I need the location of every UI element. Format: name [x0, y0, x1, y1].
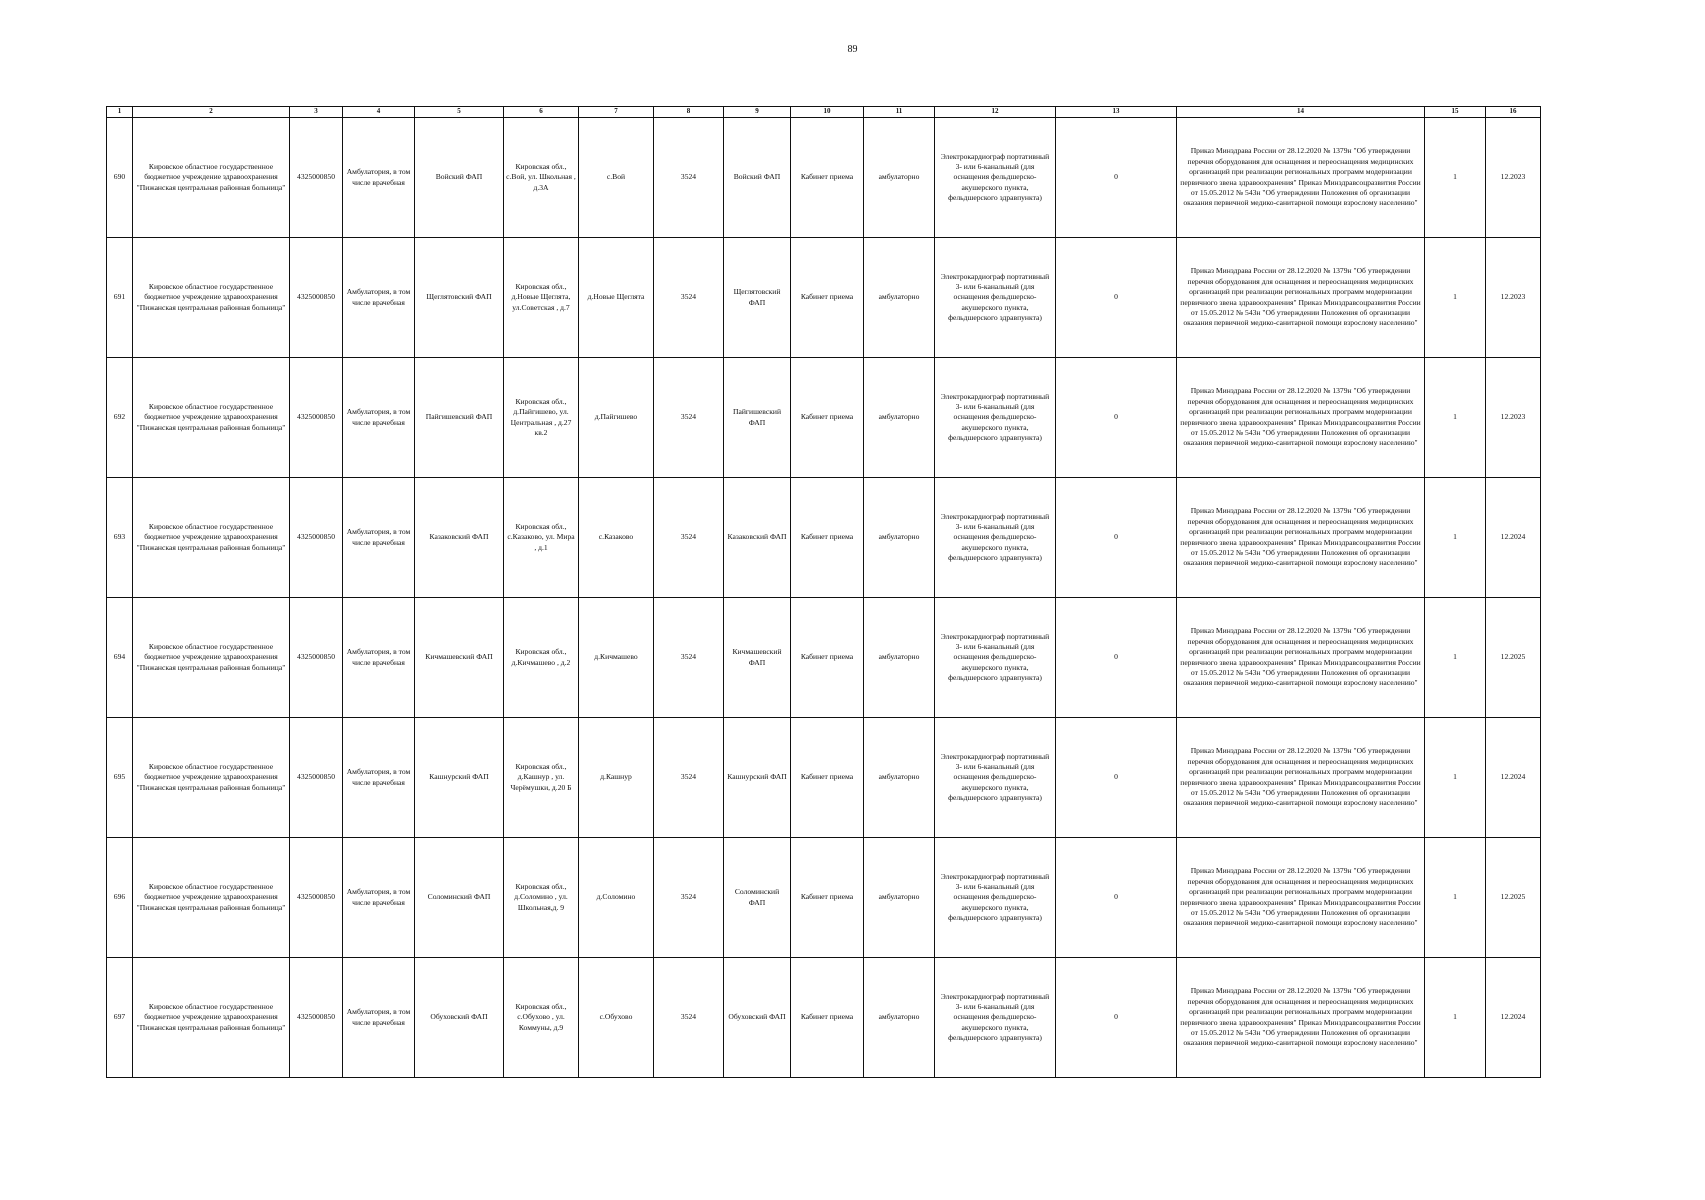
header-cell: 4	[343, 107, 415, 118]
address-cell: Кировская обл., д.Кашнур , ул. Черёмушки, д.20 Б	[504, 718, 579, 838]
locality-cell: д.Соломино	[579, 838, 654, 958]
facility-name-cell: Кичмашевский ФАП	[415, 598, 504, 718]
table-row	[107, 358, 1541, 478]
facility-type-cell: Амбулатория, в том числе врачебная	[343, 838, 415, 958]
facility-name-cell: Кашнурский ФАП	[415, 718, 504, 838]
unit-cell: Кичмашевский ФАП	[724, 598, 791, 718]
header-cell: 12	[935, 107, 1056, 118]
address-cell: Кировская обл., с.Обухово , ул. Коммуны, д.9	[504, 958, 579, 1078]
facility-name-cell: Казаковский ФАП	[415, 478, 504, 598]
column-13-cell: 0	[1056, 958, 1177, 1078]
care-type-cell: амбулаторно	[864, 118, 935, 238]
unit-cell: Соломинский ФАП	[724, 838, 791, 958]
code-cell: 3524	[654, 238, 724, 358]
address-cell: Кировская обл., д.Пайгишево, ул. Центральная , д.27 кв.2	[504, 358, 579, 478]
address-cell: Кировская обл., д.Соломино , ул. Школьная,д. 9	[504, 838, 579, 958]
header-cell: 11	[864, 107, 935, 118]
quantity-cell: 1	[1425, 358, 1486, 478]
header-cell: 2	[133, 107, 290, 118]
facility-name-cell: Щеглятовский ФАП	[415, 238, 504, 358]
address-cell: Кировская обл., с.Казаково, ул. Мира , д.1	[504, 478, 579, 598]
date-cell: 12.2024	[1486, 958, 1541, 1078]
room-cell: Кабинет приема	[791, 478, 864, 598]
quantity-cell: 1	[1425, 238, 1486, 358]
date-cell: 12.2023	[1486, 238, 1541, 358]
care-type-cell: амбулаторно	[864, 718, 935, 838]
locality-cell: д.Пайгишево	[579, 358, 654, 478]
header-cell: 13	[1056, 107, 1177, 118]
page-number: 89	[847, 44, 858, 55]
equipment-cell: Электрокардиограф портативный 3- или 6-канальный (для оснащения фельдшерско-акушерского пункта, фельдшерского здравпункта)	[935, 478, 1056, 598]
equipment-cell: Электрокардиограф портативный 3- или 6-канальный (для оснащения фельдшерско-акушерского пункта, фельдшерского здравпункта)	[935, 358, 1056, 478]
equipment-cell: Электрокардиограф портативный 3- или 6-канальный (для оснащения фельдшерско-акушерского пункта, фельдшерского здравпункта)	[935, 958, 1056, 1078]
code-cell: 3524	[654, 118, 724, 238]
column-13-cell: 0	[1056, 358, 1177, 478]
header-cell: 9	[724, 107, 791, 118]
quantity-cell: 1	[1425, 478, 1486, 598]
facility-type-cell: Амбулатория, в том числе врачебная	[343, 718, 415, 838]
code-cell: 3524	[654, 478, 724, 598]
organization-cell: Кировское областное государственное бюджетное учреждение здравоохранения "Пижанская центральная районная больница"	[133, 238, 290, 358]
locality-cell: с.Обухово	[579, 958, 654, 1078]
quantity-cell: 1	[1425, 118, 1486, 238]
organization-cell: Кировское областное государственное бюджетное учреждение здравоохранения "Пижанская центральная районная больница"	[133, 958, 290, 1078]
date-cell: 12.2023	[1486, 358, 1541, 478]
code-cell: 3524	[654, 598, 724, 718]
facility-type-cell: Амбулатория, в том числе врачебная	[343, 118, 415, 238]
address-cell: Кировская обл., с.Вой, ул. Школьная , д.3А	[504, 118, 579, 238]
facility-name-cell: Соломинский ФАП	[415, 838, 504, 958]
code-cell: 3524	[654, 358, 724, 478]
facility-type-cell: Амбулатория, в том числе врачебная	[343, 238, 415, 358]
header-cell: 14	[1177, 107, 1425, 118]
header-cell: 8	[654, 107, 724, 118]
organization-cell: Кировское областное государственное бюджетное учреждение здравоохранения "Пижанская центральная районная больница"	[133, 838, 290, 958]
care-type-cell: амбулаторно	[864, 598, 935, 718]
facility-type-cell: Амбулатория, в том числе врачебная	[343, 958, 415, 1078]
row-number-cell: 695	[107, 718, 133, 838]
equipment-cell: Электрокардиограф портативный 3- или 6-канальный (для оснащения фельдшерско-акушерского пункта, фельдшерского здравпункта)	[935, 718, 1056, 838]
organization-cell: Кировское областное государственное бюджетное учреждение здравоохранения "Пижанская центральная районная больница"	[133, 478, 290, 598]
room-cell: Кабинет приема	[791, 598, 864, 718]
unit-cell: Кашнурский ФАП	[724, 718, 791, 838]
column-13-cell: 0	[1056, 838, 1177, 958]
inn-cell: 4325000850	[290, 358, 343, 478]
row-number-cell: 693	[107, 478, 133, 598]
table-row	[107, 718, 1541, 838]
unit-cell: Казаковский ФАП	[724, 478, 791, 598]
row-number-cell: 696	[107, 838, 133, 958]
column-13-cell: 0	[1056, 478, 1177, 598]
header-cell: 3	[290, 107, 343, 118]
quantity-cell: 1	[1425, 958, 1486, 1078]
table-row	[107, 838, 1541, 958]
header-cell: 10	[791, 107, 864, 118]
care-type-cell: амбулаторно	[864, 478, 935, 598]
header-cell: 1	[107, 107, 133, 118]
equipment-cell: Электрокардиограф портативный 3- или 6-канальный (для оснащения фельдшерско-акушерского пункта, фельдшерского здравпункта)	[935, 238, 1056, 358]
legal-basis-cell: Приказ Минздрава России от 28.12.2020 № 1379н "Об утверждении перечня оборудования для оснащения и переоснащения медицинских организаций при реализации региональных программ модернизации первичного звена здравоохранения" Приказ Минздравсоцразвития России от 15.05.2012 № 543н "Об утверждении Положения об организации оказания первичной медико-санитарной помощи взрослому населению"	[1177, 598, 1425, 718]
column-13-cell: 0	[1056, 238, 1177, 358]
header-cell: 6	[504, 107, 579, 118]
room-cell: Кабинет приема	[791, 358, 864, 478]
address-cell: Кировская обл., д.Новые Щеглята, ул.Советская , д.7	[504, 238, 579, 358]
code-cell: 3524	[654, 958, 724, 1078]
care-type-cell: амбулаторно	[864, 958, 935, 1078]
facility-name-cell: Пайгишевский ФАП	[415, 358, 504, 478]
facility-name-cell: Войский ФАП	[415, 118, 504, 238]
organization-cell: Кировское областное государственное бюджетное учреждение здравоохранения "Пижанская центральная районная больница"	[133, 718, 290, 838]
legal-basis-cell: Приказ Минздрава России от 28.12.2020 № 1379н "Об утверждении перечня оборудования для оснащения и переоснащения медицинских организаций при реализации региональных программ модернизации первичного звена здравоохранения" Приказ Минздравсоцразвития России от 15.05.2012 № 543н "Об утверждении Положения об организации оказания первичной медико-санитарной помощи взрослому населению"	[1177, 958, 1425, 1078]
organization-cell: Кировское областное государственное бюджетное учреждение здравоохранения "Пижанская центральная районная больница"	[133, 598, 290, 718]
quantity-cell: 1	[1425, 598, 1486, 718]
date-cell: 12.2025	[1486, 598, 1541, 718]
row-number-cell: 697	[107, 958, 133, 1078]
legal-basis-cell: Приказ Минздрава России от 28.12.2020 № 1379н "Об утверждении перечня оборудования для оснащения и переоснащения медицинских организаций при реализации региональных программ модернизации первичного звена здравоохранения" Приказ Минздравсоцразвития России от 15.05.2012 № 543н "Об утверждении Положения об организации оказания первичной медико-санитарной помощи взрослому населению"	[1177, 838, 1425, 958]
equipment-cell: Электрокардиограф портативный 3- или 6-канальный (для оснащения фельдшерско-акушерского пункта, фельдшерского здравпункта)	[935, 598, 1056, 718]
date-cell: 12.2025	[1486, 838, 1541, 958]
quantity-cell: 1	[1425, 718, 1486, 838]
row-number-cell: 691	[107, 238, 133, 358]
legal-basis-cell: Приказ Минздрава России от 28.12.2020 № 1379н "Об утверждении перечня оборудования для оснащения и переоснащения медицинских организаций при реализации региональных программ модернизации первичного звена здравоохранения" Приказ Минздравсоцразвития России от 15.05.2012 № 543н "Об утверждении Положения об организации оказания первичной медико-санитарной помощи взрослому населению"	[1177, 478, 1425, 598]
locality-cell: с.Вой	[579, 118, 654, 238]
room-cell: Кабинет приема	[791, 238, 864, 358]
facility-name-cell: Обуховский ФАП	[415, 958, 504, 1078]
inn-cell: 4325000850	[290, 838, 343, 958]
facility-type-cell: Амбулатория, в том числе врачебная	[343, 358, 415, 478]
date-cell: 12.2024	[1486, 718, 1541, 838]
code-cell: 3524	[654, 838, 724, 958]
equipment-table	[106, 106, 1541, 1078]
room-cell: Кабинет приема	[791, 958, 864, 1078]
equipment-cell: Электрокардиограф портативный 3- или 6-канальный (для оснащения фельдшерско-акушерского пункта, фельдшерского здравпункта)	[935, 118, 1056, 238]
column-13-cell: 0	[1056, 598, 1177, 718]
table-row	[107, 478, 1541, 598]
date-cell: 12.2023	[1486, 118, 1541, 238]
organization-cell: Кировское областное государственное бюджетное учреждение здравоохранения "Пижанская центральная районная больница"	[133, 358, 290, 478]
locality-cell: д.Новые Щеглята	[579, 238, 654, 358]
legal-basis-cell: Приказ Минздрава России от 28.12.2020 № 1379н "Об утверждении перечня оборудования для оснащения и переоснащения медицинских организаций при реализации региональных программ модернизации первичного звена здравоохранения" Приказ Минздравсоцразвития России от 15.05.2012 № 543н "Об утверждении Положения об организации оказания первичной медико-санитарной помощи взрослому населению"	[1177, 358, 1425, 478]
room-cell: Кабинет приема	[791, 118, 864, 238]
locality-cell: д.Кашнур	[579, 718, 654, 838]
table-row	[107, 238, 1541, 358]
code-cell: 3524	[654, 718, 724, 838]
quantity-cell: 1	[1425, 838, 1486, 958]
address-cell: Кировская обл., д.Кичмашево , д.2	[504, 598, 579, 718]
care-type-cell: амбулаторно	[864, 838, 935, 958]
equipment-cell: Электрокардиограф портативный 3- или 6-канальный (для оснащения фельдшерско-акушерского пункта, фельдшерского здравпункта)	[935, 838, 1056, 958]
date-cell: 12.2024	[1486, 478, 1541, 598]
row-number-cell: 692	[107, 358, 133, 478]
locality-cell: д.Кичмашево	[579, 598, 654, 718]
header-cell: 7	[579, 107, 654, 118]
room-cell: Кабинет приема	[791, 718, 864, 838]
header-row	[107, 107, 1541, 118]
table-body	[107, 107, 1541, 1078]
facility-type-cell: Амбулатория, в том числе врачебная	[343, 598, 415, 718]
locality-cell: с.Казаково	[579, 478, 654, 598]
header-cell: 15	[1425, 107, 1486, 118]
inn-cell: 4325000850	[290, 238, 343, 358]
unit-cell: Войский ФАП	[724, 118, 791, 238]
inn-cell: 4325000850	[290, 598, 343, 718]
care-type-cell: амбулаторно	[864, 238, 935, 358]
inn-cell: 4325000850	[290, 718, 343, 838]
unit-cell: Пайгишевский ФАП	[724, 358, 791, 478]
row-number-cell: 694	[107, 598, 133, 718]
unit-cell: Обуховский ФАП	[724, 958, 791, 1078]
table-row	[107, 958, 1541, 1078]
row-number-cell: 690	[107, 118, 133, 238]
legal-basis-cell: Приказ Минздрава России от 28.12.2020 № 1379н "Об утверждении перечня оборудования для оснащения и переоснащения медицинских организаций при реализации региональных программ модернизации первичного звена здравоохранения" Приказ Минздравсоцразвития России от 15.05.2012 № 543н "Об утверждении Положения об организации оказания первичной медико-санитарной помощи взрослому населению"	[1177, 238, 1425, 358]
room-cell: Кабинет приема	[791, 838, 864, 958]
column-13-cell: 0	[1056, 718, 1177, 838]
inn-cell: 4325000850	[290, 478, 343, 598]
table-row	[107, 118, 1541, 238]
organization-cell: Кировское областное государственное бюджетное учреждение здравоохранения "Пижанская центральная районная больница"	[133, 118, 290, 238]
inn-cell: 4325000850	[290, 118, 343, 238]
inn-cell: 4325000850	[290, 958, 343, 1078]
header-cell: 16	[1486, 107, 1541, 118]
header-cell: 5	[415, 107, 504, 118]
unit-cell: Щеглятовский ФАП	[724, 238, 791, 358]
legal-basis-cell: Приказ Минздрава России от 28.12.2020 № 1379н "Об утверждении перечня оборудования для оснащения и переоснащения медицинских организаций при реализации региональных программ модернизации первичного звена здравоохранения" Приказ Минздравсоцразвития России от 15.05.2012 № 543н "Об утверждении Положения об организации оказания первичной медико-санитарной помощи взрослому населению"	[1177, 118, 1425, 238]
facility-type-cell: Амбулатория, в том числе врачебная	[343, 478, 415, 598]
column-13-cell: 0	[1056, 118, 1177, 238]
care-type-cell: амбулаторно	[864, 358, 935, 478]
table-row	[107, 598, 1541, 718]
legal-basis-cell: Приказ Минздрава России от 28.12.2020 № 1379н "Об утверждении перечня оборудования для оснащения и переоснащения медицинских организаций при реализации региональных программ модернизации первичного звена здравоохранения" Приказ Минздравсоцразвития России от 15.05.2012 № 543н "Об утверждении Положения об организации оказания первичной медико-санитарной помощи взрослому населению"	[1177, 718, 1425, 838]
